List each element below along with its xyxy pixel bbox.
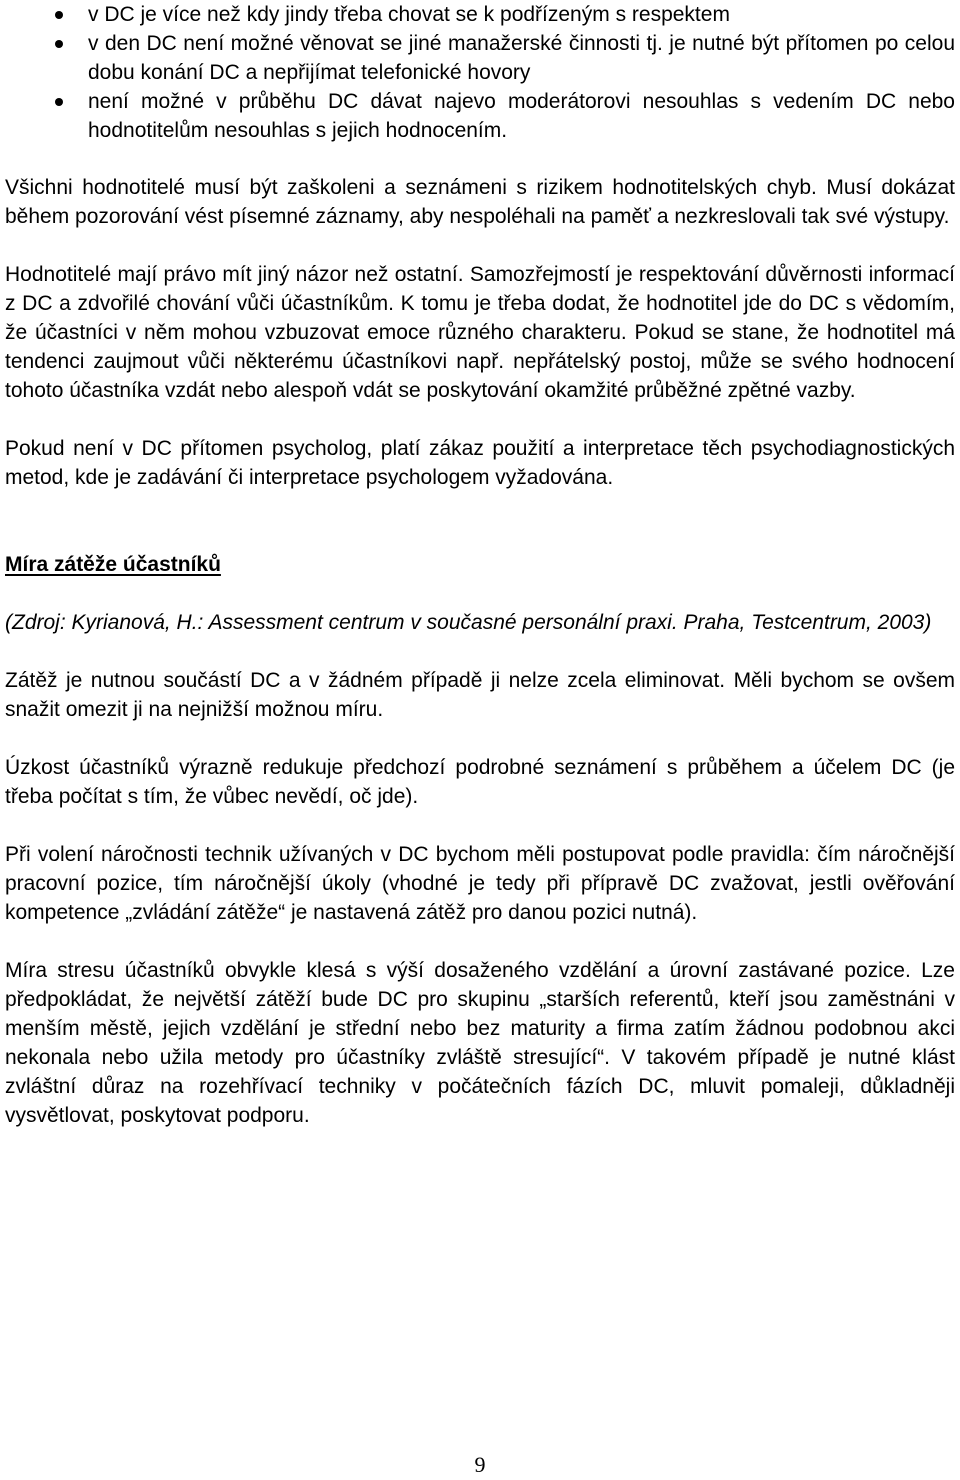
paragraph-evaluator-training: Všichni hodnotitelé musí být zaškoleni a seznámeni s rizikem hodnotitelských chyb. Musí dokázat během pozorování vést písemné záznamy, aby nespoléhali na paměť a nezkreslovali tak své výstupy. <box>5 176 955 228</box>
paragraph-difficulty: Při volení náročnosti technik užívaných v DC bychom měli postupovat podle pravidla: čím náročnější pracovní pozice, tím náročnější úkoly (vhodné je tedy při přípravě DC zvažovat, jestli ověřování kompetence „zvládání zátěže“ je nastavená zátěž pro danou pozici nutná). <box>5 843 955 924</box>
bullet-dot-icon <box>55 40 63 48</box>
paragraph-stress-part: Zátěž je nutnou součástí DC a v žádném případě ji nelze zcela eliminovat. Měli bychom se ovšem snažit omezit ji na nejnižší možnou míru. <box>5 669 955 721</box>
paragraph-stress-level: Míra stresu účastníků obvykle klesá s výší dosaženého vzdělání a úrovní zastávané pozice. Lze předpokládat, že největší zátěží bude DC pro skupinu „starších referentů, kteří jsou zaměstnáni v menším městě, jejich vzdělání je střední nebo bez maturity a firma zatím žádnou podobnou akci nekonala nebo užila metody pro účastníky zvláště stresující“. V takovém případě je nutné klást zvláštní důraz na rozehřívací techniky v počátečních fázích DC, mluvit pomaleji, důkladněji vysvětlovat, poskytovat podporu. <box>5 959 955 1127</box>
paragraph-psychologist: Pokud není v DC přítomen psycholog, platí zákaz použití a interpretace těch psychodiagnostických metod, kde je zadávání či interpretace psychologem vyžadována. <box>5 437 955 489</box>
section-heading: Míra zátěže účastníků <box>5 553 221 576</box>
bullet-item <box>5 29 955 87</box>
source-citation: (Zdroj: Kyrianová, H.: Assessment centrum v současné personální praxi. Praha, Testcentrum, 2003) <box>5 611 932 634</box>
bullet-text: v DC je více než kdy jindy třeba chovat se k podřízeným s respektem <box>88 3 730 26</box>
document-page <box>5 0 955 1130</box>
page-number: 9 <box>474 1452 486 1477</box>
bullet-list <box>5 0 955 145</box>
paragraph-evaluator-rights: Hodnotitelé mají právo mít jiný názor než ostatní. Samozřejmostí je respektování důvěrnosti informací z DC a zdvořilé chování vůči účastníkům. K tomu je třeba dodat, že hodnotitel jde do DC s vědomím, že účastníci v něm mohou vzbuzovat emoce různého charakteru. Pokud se stane, že hodnotitel má tendenci zaujmout vůči některému účastníkovi např. nepřátelský postoj, může se svého hodnocení tohoto účastníka vzdát nebo alespoň vdát se poskytování okamžité průběžné zpětné vazby. <box>5 263 955 402</box>
bullet-dot-icon <box>55 98 63 106</box>
bullet-text: není možné v průběhu DC dávat najevo moderátorovi nesouhlas s vedením DC nebo hodnotitelům nesouhlas s jejich hodnocením. <box>88 90 955 142</box>
bullet-dot-icon <box>55 11 63 19</box>
bullet-item <box>5 0 955 29</box>
bullet-item <box>5 87 955 145</box>
bullet-text: v den DC není možné věnovat se jiné manažerské činnosti tj. je nutné být přítomen po celou dobu konání DC a nepřijímat telefonické hovory <box>88 32 955 84</box>
paragraph-anxiety: Úzkost účastníků výrazně redukuje předchozí podrobné seznámení s průběhem a účelem DC (je třeba počítat s tím, že vůbec nevědí, oč jde). <box>5 756 955 808</box>
